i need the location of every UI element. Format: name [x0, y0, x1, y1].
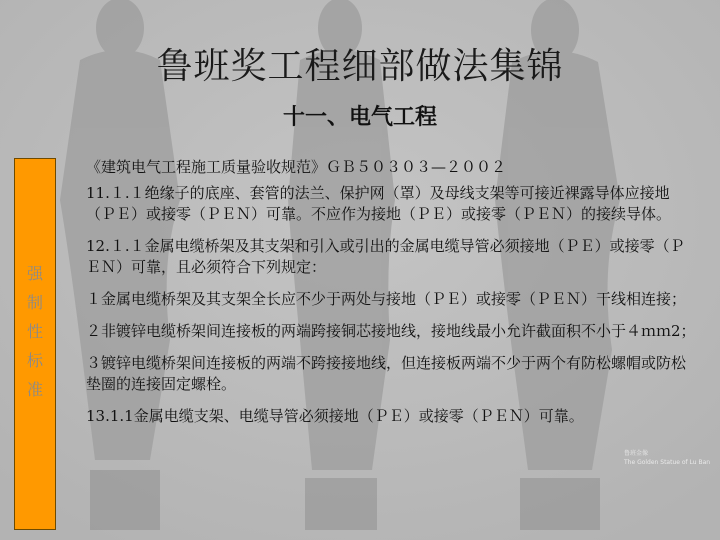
content-body [86, 157, 698, 435]
clause-item-3: ３镀锌电缆桥架间连接板的两端不跨接接地线，但连接板两端不少于两个有防松螺帽或防松垫圈的连接固定螺栓。 [86, 354, 687, 393]
clause-13-1-1: 13.1.1金属电缆支架、电缆导管必须接地（ＰＥ）或接零（ＰＥＮ）可靠。 [86, 407, 584, 425]
statue-caption [624, 449, 720, 467]
statue-caption-cn: 鲁班金像 [624, 450, 649, 457]
clause-11-1-1: 11.１.１绝缘子的底座、套管的法兰、保护网（罩）及母线支架等可接近裸露导体应接地（ＰＥ）或接零（ＰＥＮ）可靠。不应作为接地（ＰＥ）或接零（ＰＥＮ）的接续导体。 [86, 184, 672, 223]
sidebar-label: 强 制 性 标 准 [26, 264, 43, 399]
clause-item-2: ２非镀锌电缆桥架间连接板的两端跨接铜芯接地线，接地线最小允许截面积不小于４ｍｍ2； [86, 322, 696, 340]
standard-reference: 《建筑电气工程施工质量验收规范》ＧＢ５０３０３—２００２ [86, 158, 507, 176]
statue-caption-en: The Golden Statue of Lu Ban [624, 459, 711, 466]
section-subtitle: 十一、电气工程 [282, 105, 437, 130]
page-title: 鲁班奖工程细部做法集锦 [156, 46, 564, 87]
clause-12-1-1: 12.１.１金属电缆桥架及其支架和引入或引出的金属电缆导管必须接地（ＰＥ）或接零（ＰＥＮ）可靠，且必须符合下列规定： [86, 237, 685, 276]
sidebar-banner [14, 158, 56, 530]
clause-item-1: １金属电缆桥架及其支架全长应不少于两处与接地（ＰＥ）或接零（ＰＥＮ）干线相连接； [86, 290, 687, 308]
